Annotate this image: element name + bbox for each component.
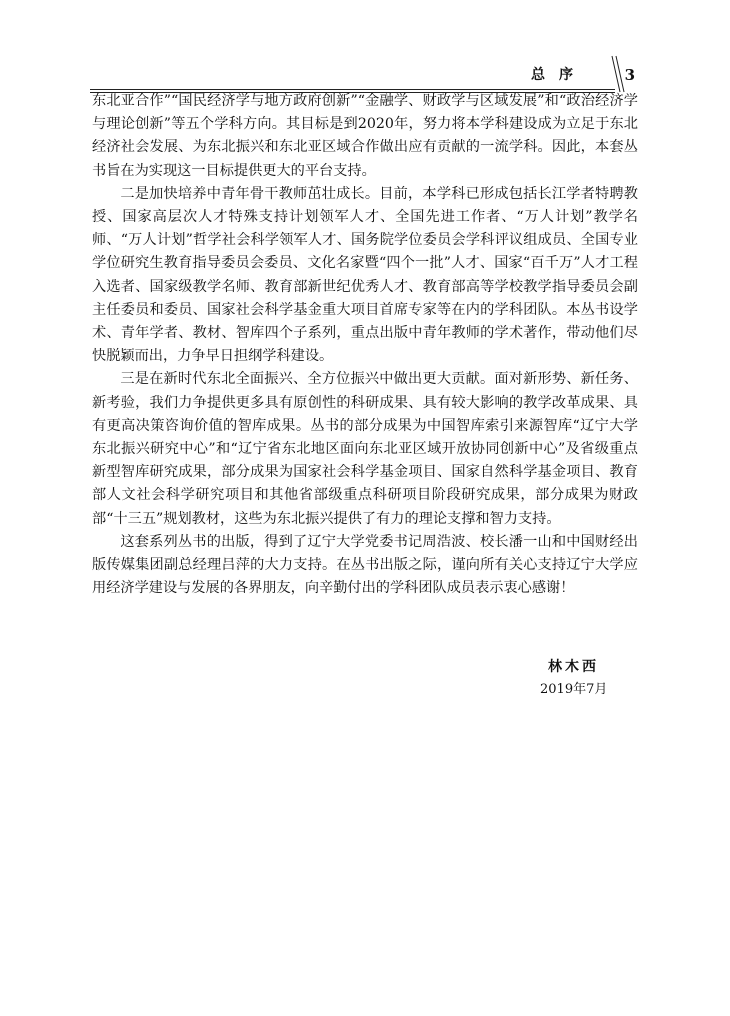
paragraph-acknowledgement: 这套系列丛书的出版，得到了辽宁大学党委书记周浩波、校长潘一山和中国财经出版传媒集团副总经理吕萍的大力支持。在丛书出版之际，谨向所有关心支持辽宁大学应用经济学建设与发展的各界朋友，向辛勤付出的学科团队成员表示衷心感谢！	[92, 533, 638, 597]
author-signature: 林木西	[548, 659, 599, 675]
page-header	[90, 52, 635, 92]
paragraph-second-point: 二是加快培养中青年骨干教师茁壮成长。目前，本学科已形成包括长江学者特聘教授、国家高层次人才特殊支持计划领军人才、全国先进工作者、“万人计划”教学名师、“万人计划”哲学社会科学领军人才、国务院学位委员会学科评议组成员、全国专业学位研究生教育指导委员会委员、文化名家暨“四个一批”人才、国家“百千万”人才工程入选者、国家级教学名师、教育部新世纪优秀人才、教育部高等学校教学指导委员会副主任委员和委员、国家社会科学基金重大项目首席专家等在内的学科团队。本丛书设学术、青年学者、教材、智库四个子系列，重点出版中青年教师的学术著作，带动他们尽快脱颖而出，力争早日担纲学科建设。	[92, 185, 638, 365]
running-header-label: 总序	[531, 67, 587, 83]
page-number: 3	[624, 66, 635, 84]
paragraph-third-point: 三是在新时代东北全面振兴、全方位振兴中做出更大贡献。面对新形势、新任务、新考验，我们力争提供更多具有原创性的科研成果、具有较大影响的教学改革成果、具有更高决策咨询价值的智库成果。丛书的部分成果为中国智库索引来源智库“辽宁大学东北振兴研究中心”和“辽宁省东北地区面向东北亚区域开放协同创新中心”及省级重点新型智库研究成果，部分成果为国家社会科学基金项目、国家自然科学基金项目、教育部人文社会科学研究项目和其他省部级重点科研项目阶段研究成果，部分成果为财政部“十三五”规划教材，这些为东北振兴提供了有力的理论支撑和智力支持。	[92, 371, 638, 527]
body-text	[92, 90, 638, 600]
paragraph-continued: 东北亚合作”“国民经济学与地方政府创新”“金融学、财政学与区域发展”和“政治经济学与理论创新”等五个学科方向。其目标是到2020年，努力将本学科建设成为立足于东北经济社会发展、为东北振兴和东北亚区域合作做出应有贡献的一流学科。因此，本套丛书旨在为实现这一目标提供更大的平台支持。	[92, 93, 638, 179]
signature-date: 2019年7月	[540, 682, 608, 697]
